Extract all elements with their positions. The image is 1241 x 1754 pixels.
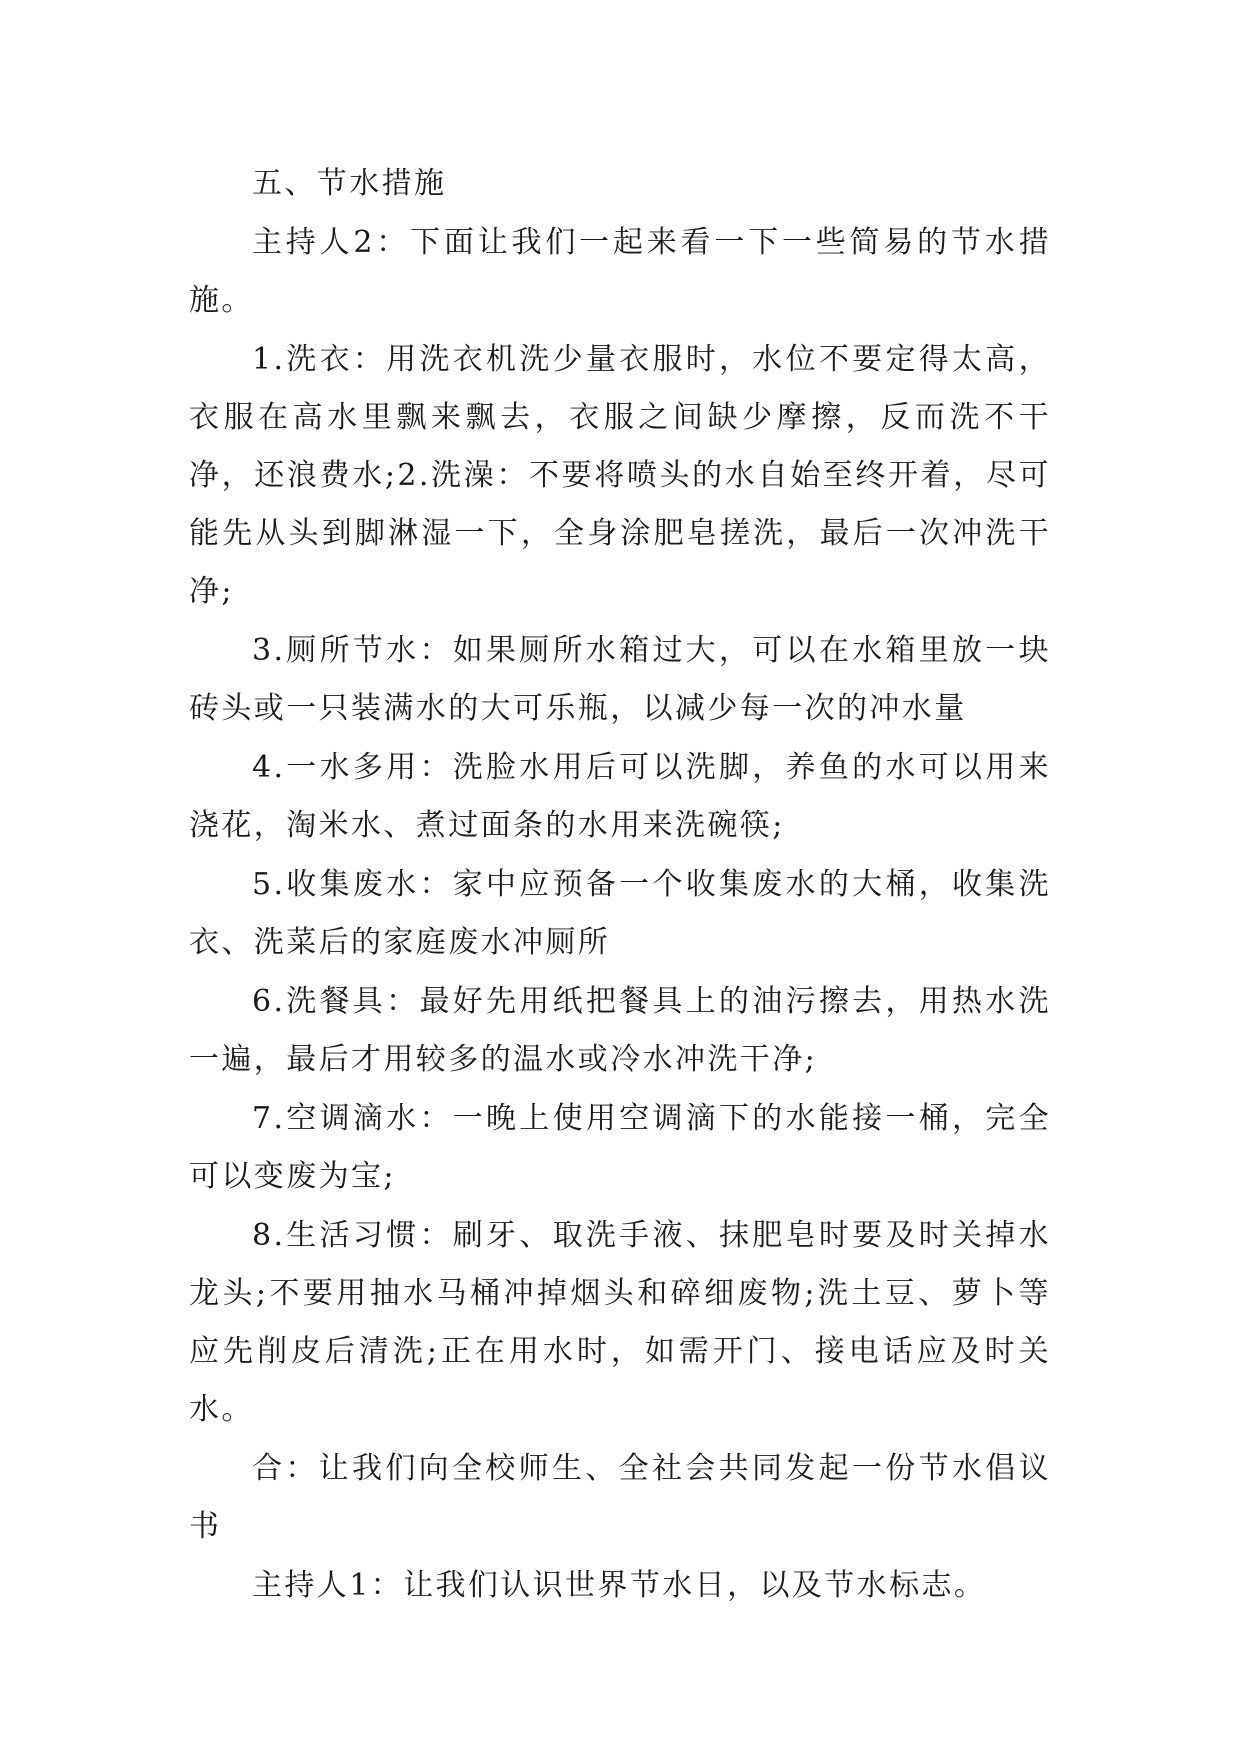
paragraph-ac-drip: 7.空调滴水：一晚上使用空调滴下的水能接一桶，完全可以变废为宝; bbox=[189, 1101, 1051, 1194]
paragraph-host2-intro: 主持人2：下面让我们一起来看一下一些简易的节水措施。 bbox=[189, 225, 1051, 318]
paragraph-dishwashing: 6.洗餐具：最好先用纸把餐具上的油污擦去，用热水洗一遍，最后才用较多的温水或冷水冲洗干净; bbox=[189, 984, 1051, 1077]
paragraph-collect-wastewater: 5.收集废水：家中应预备一个收集废水的大桶，收集洗衣、洗菜后的家庭废水冲厕所 bbox=[189, 867, 1051, 960]
section-heading: 五、节水措施 bbox=[252, 166, 447, 201]
document-body bbox=[189, 155, 1051, 1616]
paragraph-habits: 8.生活习惯：刷牙、取洗手液、抹肥皂时要及时关掉水龙头;不要用抽水马桶冲掉烟头和碎细废物;洗土豆、萝卜等应先削皮后清洗;正在用水时，如需开门、接电话应及时关水。 bbox=[189, 1218, 1051, 1427]
paragraph-laundry-bathing: 1.洗衣：用洗衣机洗少量衣服时，水位不要定得太高，衣服在高水里飘来飘去，衣服之间缺少摩擦，反而洗不干净，还浪费水;2.洗澡：不要将喷头的水自始至终开着，尽可能先从头到脚淋湿一下，全身涂肥皂搓洗，最后一次冲洗干净; bbox=[189, 342, 1051, 609]
paragraph-together: 合：让我们向全校师生、全社会共同发起一份节水倡议书 bbox=[189, 1451, 1051, 1544]
paragraph-toilet: 3.厕所节水：如果厕所水箱过大，可以在水箱里放一块砖头或一只装满水的大可乐瓶，以减少每一次的冲水量 bbox=[189, 633, 1051, 726]
paragraph-host1: 主持人1：让我们认识世界节水日，以及节水标志。 bbox=[252, 1568, 987, 1603]
paragraph-reuse-water: 4.一水多用：洗脸水用后可以洗脚，养鱼的水可以用来浇花，淘米水、煮过面条的水用来洗碗筷; bbox=[189, 750, 1051, 843]
